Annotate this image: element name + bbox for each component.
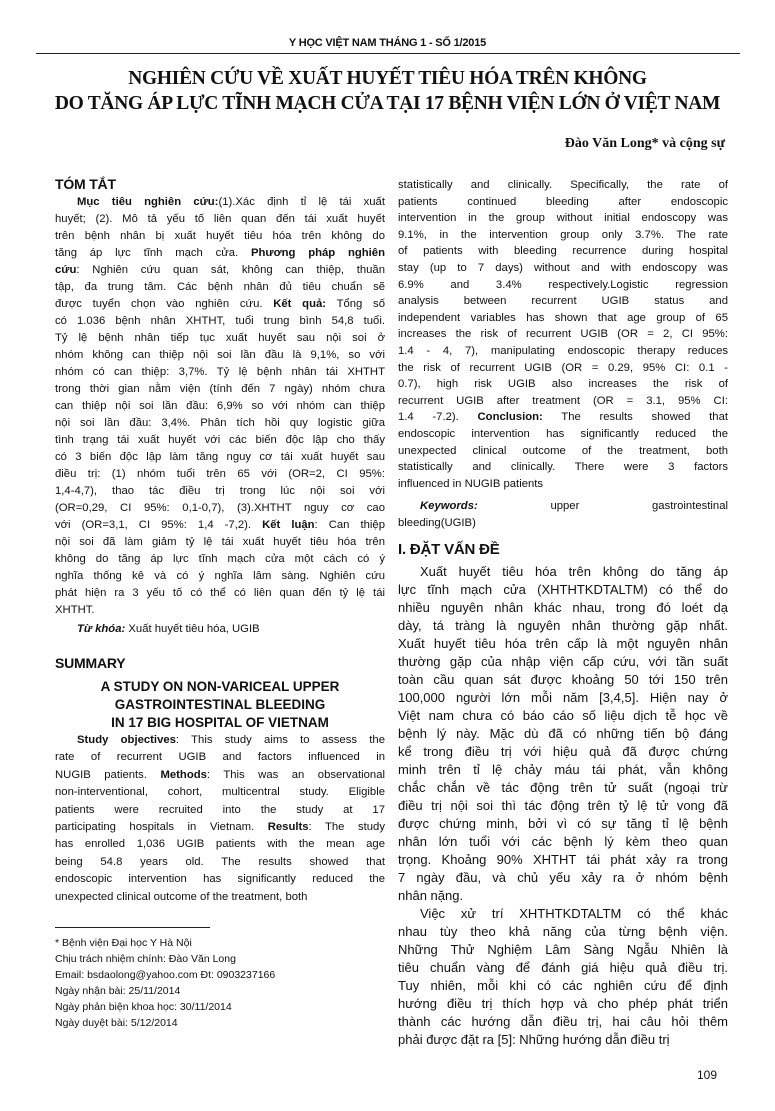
- text-line: [55, 262, 385, 279]
- text-line: [55, 889, 385, 906]
- text-line: [55, 784, 385, 801]
- text-line: [55, 517, 385, 534]
- text-segment: được chứng minh, bởi vì có sự tăng tỉ lệ bệnh: [398, 816, 728, 831]
- emphasized-text: Conclusion:: [477, 411, 543, 424]
- text-segment: increases the risk of recurrent UGIB (OR = 2, CI 95%:: [398, 328, 728, 341]
- text-segment: participating hospitals in Vietnam.: [55, 821, 268, 834]
- text-line: [398, 360, 728, 377]
- summary-body-left: [55, 732, 385, 906]
- text-segment: has enrolled 1,036 UGIB patients with the mean age: [55, 838, 385, 851]
- text-line: [55, 836, 385, 853]
- text-line: [55, 749, 385, 766]
- text-segment: bệnh lý này. Mặc dù đã có những tiến bộ đáng: [398, 726, 728, 741]
- text-segment: có 3 biến độc lập làm tăng nguy cơ tái xuất huyết sau: [55, 451, 385, 463]
- summary-body-right: [398, 177, 728, 492]
- text-segment: of patients with bleeding recurrence during hospital: [398, 245, 728, 258]
- text-segment: NUGIB patients.: [55, 768, 161, 781]
- text-line: [398, 869, 728, 887]
- text-line: [55, 534, 385, 551]
- text-line: [398, 959, 728, 977]
- emphasized-text: Results: [267, 821, 309, 834]
- summary-title: [55, 678, 385, 732]
- text-line: [55, 551, 385, 568]
- text-segment: với (OR=3,1, CI 95%: 1,4 -7,2).: [55, 519, 263, 531]
- summary-title-line: GASTROINTESTINAL BLEEDING: [114, 697, 326, 712]
- text-segment: nội soi lần đầu: 3,4%. Phân tích hồi quy logistic giữa: [55, 417, 385, 429]
- text-line: [55, 347, 385, 364]
- text-segment: phát hiện ra 3 yếu tố có thể có liên quan đến tỷ lệ tái: [55, 587, 385, 599]
- text-segment: tập, đa trung tâm. Các bệnh nhân đủ tiêu chuẩn sẽ: [55, 281, 385, 293]
- text-line: [55, 296, 385, 313]
- emphasized-text: cứu: [55, 264, 77, 276]
- text-segment: rate of recurrent UGIB and factors influenced in: [55, 751, 385, 764]
- text-line: [398, 310, 728, 327]
- footnote-contact: Email: bsdaolong@yahoo.com Đt: 0903237166: [55, 969, 276, 981]
- text-line: [398, 227, 728, 244]
- text-line: [55, 602, 385, 619]
- text-segment: 1,4-4,7), thao tác điều trị trong lúc nội soi với: [55, 485, 385, 497]
- introduction-body: [398, 563, 728, 1049]
- article-title: [0, 66, 775, 116]
- text-line: [55, 568, 385, 585]
- text-line: [398, 995, 728, 1013]
- text-segment: trọng. Khoảng 90% XHTHT tái phát xảy ra trong: [398, 852, 728, 867]
- text-line: [398, 779, 728, 797]
- text-line: [398, 194, 728, 211]
- text-segment: Việc xử trí XHTHTKDTALTM có thể khác: [420, 906, 728, 921]
- title-line: DO TĂNG ÁP LỰC TĨNH MẠCH CỬA TẠI 17 BỆNH VIỆN LỚN Ở VIỆT NAM: [54, 93, 721, 114]
- text-line: [398, 941, 728, 959]
- text-segment: endoscopic intervention has significantly reduced the: [55, 873, 385, 886]
- text-line: [398, 923, 728, 941]
- text-line: [398, 243, 728, 260]
- text-line: [398, 689, 728, 707]
- text-segment: (1).Xác định tỉ lệ tái xuất: [218, 196, 385, 208]
- text-segment: tiêu chuẩn vàng để đánh giá hiệu quả điều trị.: [398, 960, 728, 975]
- emphasized-text: Study objectives: [77, 734, 176, 746]
- header-rule: [36, 53, 740, 54]
- text-line: [55, 500, 385, 517]
- text-line: [398, 1013, 728, 1031]
- text-segment: tăng áp lực tĩnh mạch cửa.: [55, 247, 251, 259]
- text-segment: 7 ngày đầu, và chủ yếu xảy ra ở nhóm bệnh: [398, 870, 728, 885]
- text-segment: 1.4 - 4, 7), manipulating endoscopic therapy reduces: [398, 344, 728, 357]
- text-segment: không do tăng áp lực tĩnh mạch cửa một cách có ý: [55, 553, 385, 565]
- text-line: [55, 585, 385, 602]
- text-segment: chắc chắn về tác động trên tử suất (ngoại trừ: [398, 780, 728, 795]
- text-line: [398, 725, 728, 743]
- footnotes: [55, 935, 275, 1031]
- text-segment: stay (up to 7 days) without and with endoscopy was: [398, 261, 728, 274]
- text-segment: Xuất huyết tiêu hóa, UGIB: [125, 623, 260, 635]
- text-segment: upper gastrointestinal: [477, 500, 728, 512]
- text-line: [55, 245, 385, 262]
- text-segment: : Nghiên cứu quan sát, không can thiệp, thuần: [76, 264, 385, 276]
- text-segment: nhiều nguyên nhân khác nhau, trong đó loét dạ: [398, 600, 728, 615]
- text-line: [398, 599, 728, 617]
- text-line: [398, 851, 728, 869]
- text-segment: (OR=0,29, CI 95%: 0,1-0,7), (3).XHTHT nguy cơ cao: [55, 502, 385, 514]
- text-segment: : This study aims to assess the: [175, 734, 385, 746]
- text-segment: trong thời gian nằm viện (tính đến 7 ngày) nhóm chưa: [55, 383, 385, 395]
- text-segment: being 54.8 years old. The results showed that: [55, 855, 385, 868]
- text-segment: nội soi đã làm giảm tỷ lệ tái xuất huyết tiêu hóa trên: [55, 536, 385, 548]
- text-line: [55, 381, 385, 398]
- text-line: [398, 459, 728, 476]
- text-segment: có 1.036 bệnh nhân XHTHT, tuổi trung bình 54,8 tuổi.: [55, 315, 385, 327]
- text-segment: hướng điều trị thích hợp và cho phép phát triển: [398, 996, 728, 1011]
- text-line: [398, 293, 728, 310]
- title-line: NGHIÊN CỨU VỀ XUẤT HUYẾT TIÊU HÓA TRÊN KHÔNG: [128, 68, 647, 89]
- text-segment: nhóm có can thiệp: 3,7%. Tỷ lệ bệnh nhân tái XHTHT: [55, 366, 385, 378]
- text-line: [398, 833, 728, 851]
- text-line: [398, 498, 728, 515]
- text-segment: unexpected clinical outcome of the treatment, both: [55, 890, 308, 903]
- text-segment: Tổng số: [326, 298, 385, 310]
- author: Đào Văn Long* và cộng sự: [564, 136, 725, 151]
- text-segment: nhân nặng.: [398, 888, 464, 903]
- text-segment: : The study: [308, 821, 385, 834]
- text-line: [55, 313, 385, 330]
- text-segment: the risk of recurrent UGIB (OR = 0.29, 95% CI: 0.1 -: [398, 361, 728, 374]
- text-segment: thường gặp của nhập viện cấp cứu, với tần suất: [398, 654, 728, 669]
- text-line: [55, 483, 385, 500]
- text-segment: 9.1%, in the intervention group only 3.7%. The rate: [398, 228, 728, 241]
- summary-title-line: A STUDY ON NON-VARICEAL UPPER: [100, 679, 340, 694]
- abstract-vi-body: [55, 194, 385, 619]
- text-line: [398, 476, 728, 493]
- text-line: [55, 802, 385, 819]
- text-line: [55, 415, 385, 432]
- text-line: [55, 211, 385, 228]
- text-segment: 6.9% and 3.4% respectively.Logistic regression: [398, 278, 728, 291]
- text-line: [55, 432, 385, 449]
- text-segment: The results showed that: [542, 411, 728, 424]
- text-segment: nhóm không can thiệp nội soi lần đầu là 9,1%, so với: [55, 349, 385, 361]
- emphasized-text: Mục tiêu nghiên cứu:: [77, 196, 219, 208]
- text-segment: 100,000 người lớn mỗi năm [3,4,5]. Hiện nay ở: [398, 690, 728, 705]
- text-segment: nghĩa thống kê và có ý nghĩa lâm sàng. Nghiên cứu: [55, 570, 385, 582]
- text-line: [398, 887, 728, 905]
- text-segment: analysis between recurrent UGIB status and: [398, 295, 728, 308]
- section-heading-introduction: I. ĐẶT VẤN ĐỀ: [398, 541, 500, 558]
- text-segment: phải được đặt ra [5]: Những hướng dẫn điều trị: [398, 1032, 670, 1047]
- text-line: [398, 707, 728, 725]
- text-line: [398, 177, 728, 194]
- text-line: [55, 194, 385, 211]
- emphasized-text: Methods: [160, 768, 207, 781]
- text-line: [55, 871, 385, 888]
- text-segment: huyết; (2). Mô tả yếu tố liên quan đến tái xuất huyết: [55, 213, 385, 225]
- emphasized-text: Phương pháp nghiên: [251, 247, 385, 259]
- text-segment: statistically and clinically. Specifically, the rate of: [398, 179, 728, 191]
- text-segment: Xuất huyết tiêu hóa trên không do tăng áp: [420, 564, 728, 579]
- text-line: [55, 398, 385, 415]
- text-segment: trên bệnh nhân bị xuất huyết tiêu hóa trên không do: [55, 230, 385, 242]
- text-line: [398, 581, 728, 599]
- text-segment: 1.4 -7.2).: [398, 411, 478, 424]
- text-segment: patients continued bleeding after endoscopic: [398, 195, 728, 208]
- text-line: [398, 761, 728, 779]
- text-line: [398, 515, 728, 532]
- text-segment: được tuyển chọn vào nghiên cứu.: [55, 298, 274, 310]
- text-line: [398, 653, 728, 671]
- text-line: [398, 563, 728, 581]
- text-segment: can thiệp nội soi lần đầu: 6,9% so với nhóm can thiệp: [55, 400, 385, 412]
- text-segment: Việt nam chưa có báo cáo số liệu dịch tễ học về: [398, 708, 728, 723]
- summary-title-line: IN 17 BIG HOSPITAL OF VIETNAM: [111, 715, 329, 730]
- text-segment: tình trạng tái xuất huyết với các biến độc lập cho thấy: [55, 434, 385, 446]
- page-number: 109: [697, 1068, 718, 1082]
- text-line: [55, 732, 385, 749]
- footnote-rule: [55, 927, 210, 928]
- text-segment: endoscopic intervention has significantly reduced the: [398, 427, 728, 440]
- text-line: [55, 854, 385, 871]
- text-segment: Tỷ lệ bệnh nhân tiếp tục xuất huyết sau nội soi ở: [55, 332, 385, 344]
- text-line: [398, 409, 728, 426]
- text-line: [398, 426, 728, 443]
- text-segment: influenced in NUGIB patients: [398, 477, 544, 490]
- text-segment: lực tĩnh mạch cửa (XHTHTKDTALTM) có thể do: [398, 582, 728, 597]
- footnote-accepted: Ngày duyệt bài: 5/12/2014: [55, 1017, 178, 1029]
- text-line: [55, 279, 385, 296]
- text-segment: recurrent UGIB after treatment (OR = 3.1, 95% CI:: [398, 394, 728, 407]
- text-line: [398, 671, 728, 689]
- text-segment: 0.7), high risk UGIB also increases the risk of: [398, 378, 728, 391]
- text-segment: patients were recruited into the study at 17: [55, 803, 385, 816]
- text-line: [398, 617, 728, 635]
- text-segment: kể trong điều trị với hiệu quả đã được chứng: [398, 744, 728, 759]
- text-line: [398, 210, 728, 227]
- text-segment: nhau tùy theo khả năng của từng bệnh viện.: [398, 924, 728, 939]
- text-line: [398, 277, 728, 294]
- text-segment: dày, tá tràng là nguyên nhân thường gặp nhất.: [398, 618, 728, 633]
- footnote-received: Ngày nhận bài: 25/11/2014: [55, 985, 181, 997]
- summary-keywords: [398, 498, 728, 531]
- text-line: [398, 260, 728, 277]
- footnote-affiliation: * Bệnh viện Đại học Y Hà Nội: [55, 937, 192, 949]
- text-line: [55, 330, 385, 347]
- text-line: [398, 393, 728, 410]
- footnote-corresponding: Chịu trách nhiệm chính: Đào Văn Long: [55, 953, 236, 965]
- text-segment: : This was an observational: [206, 768, 385, 781]
- abstract-vi-heading: TÓM TẮT: [55, 176, 116, 192]
- text-line: [55, 466, 385, 483]
- abstract-vi-keywords: [55, 621, 385, 638]
- emphasized-text: Kết quả:: [273, 298, 327, 310]
- text-line: [55, 228, 385, 245]
- text-segment: statistically and clinically. There were 3 factors: [398, 461, 728, 474]
- text-line: [398, 326, 728, 343]
- text-segment: XHTHT.: [55, 604, 95, 616]
- text-line: [398, 343, 728, 360]
- text-segment: Tuy nhiên, mỗi khi có các nghiên cứu để định: [398, 978, 728, 993]
- text-line: [398, 376, 728, 393]
- text-segment: intervention in the group without initial endoscopy was: [398, 212, 728, 225]
- text-segment: Xuất huyết tiêu hóa trên cấp là một nguyên nhân: [398, 636, 728, 651]
- text-segment: independent variables has shown that age group of 65: [398, 311, 728, 324]
- text-line: [398, 635, 728, 653]
- text-segment: Những Thử Nghiệm Lâm Sàng Ngẫu Nhiên là: [398, 942, 728, 957]
- text-line: [55, 449, 385, 466]
- emphasized-text: Keywords:: [420, 500, 478, 512]
- text-line: [55, 767, 385, 784]
- text-line: [398, 815, 728, 833]
- text-segment: điều trị: (1) nhóm tuổi trên 65 với (OR=2, CI 95%:: [55, 468, 385, 480]
- text-line: [398, 977, 728, 995]
- text-line: [398, 905, 728, 923]
- text-segment: non-interventional, cohort, multicentral study. Eligible: [55, 786, 385, 799]
- text-line: [55, 621, 385, 638]
- text-segment: toàn cầu quan sát được khoảng 50 tới 150 trên: [398, 672, 728, 687]
- text-segment: thành các hướng dẫn điều trị, hai câu hỏi thêm: [398, 1014, 728, 1029]
- text-segment: : Can thiệp: [314, 519, 385, 531]
- emphasized-text: Kết luận: [262, 519, 315, 531]
- text-line: [398, 743, 728, 761]
- text-line: [55, 819, 385, 836]
- text-segment: minh trên tỉ lệ chảy máu tái phát, vẫn không: [398, 762, 728, 777]
- text-line: [55, 364, 385, 381]
- emphasized-text: Từ khóa:: [77, 623, 126, 635]
- text-segment: điều trị nội soi thì tác động trên tỷ lệ tử vong đã: [398, 798, 728, 813]
- text-segment: nhân lớn tuổi với các bệnh lý kèm theo quan: [398, 834, 728, 849]
- text-line: [398, 1031, 728, 1049]
- summary-heading: SUMMARY: [55, 655, 126, 671]
- text-line: [398, 443, 728, 460]
- text-segment: unexpected clinical outcome of the treatment, both: [398, 444, 728, 457]
- footnote-reviewed: Ngày phản biện khoa học: 30/11/2014: [55, 1001, 232, 1013]
- text-line: [398, 797, 728, 815]
- journal-header: Y HỌC VIỆT NAM THÁNG 1 - SỐ 1/2015: [288, 37, 487, 49]
- text-segment: bleeding(UGIB): [398, 516, 476, 529]
